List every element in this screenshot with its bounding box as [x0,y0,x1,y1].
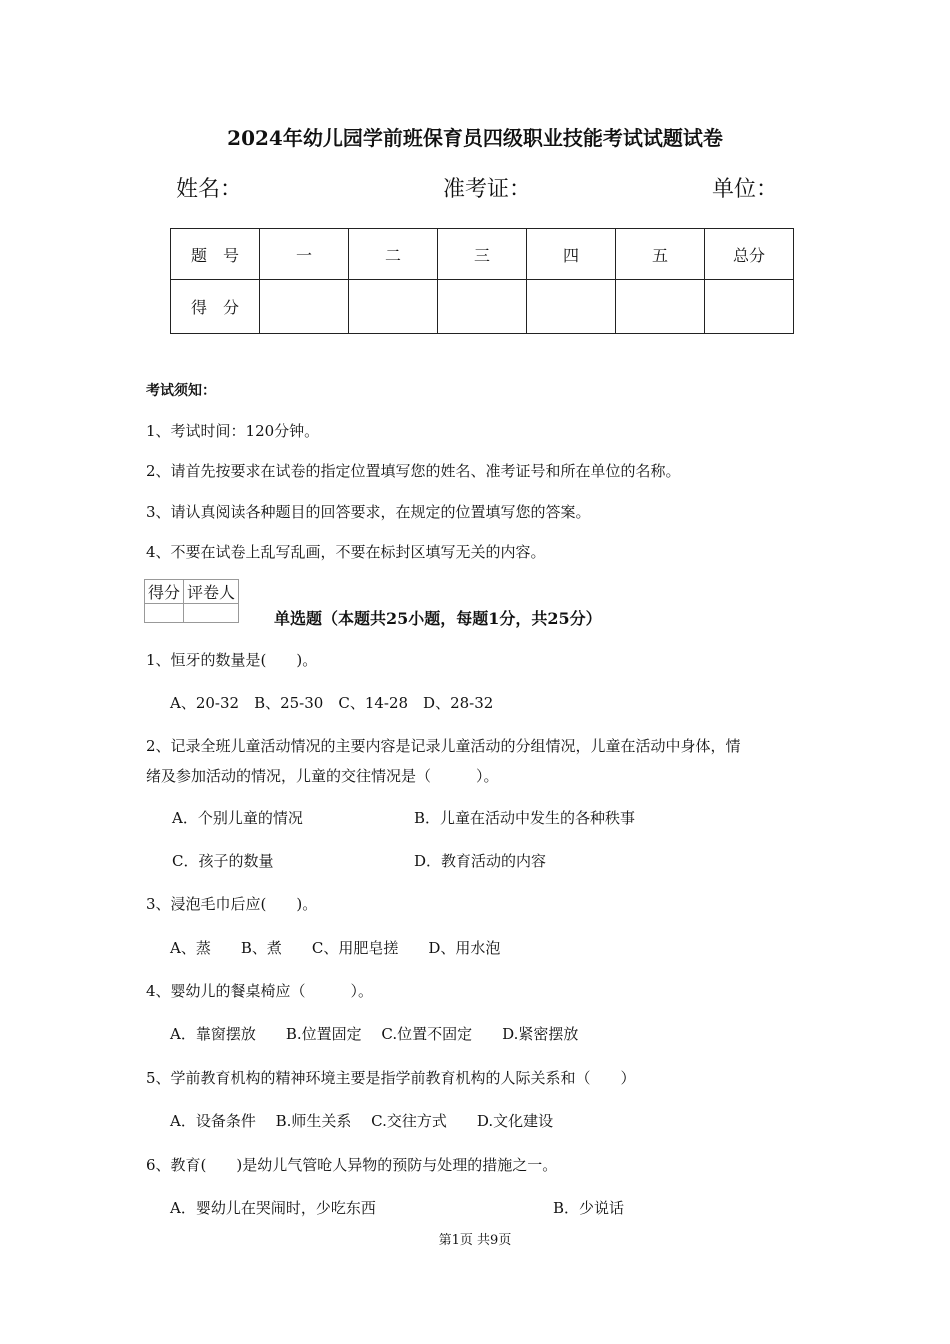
score-header-cell: 一 [260,229,349,280]
notes-heading: 考试须知： [146,383,216,399]
question-6-option-a: A．婴幼儿在哭闹时，少吃东西 [170,1199,376,1217]
question-1-stem: 1、恒牙的数量是( )。 [146,651,318,669]
note-item: 1、考试时间：120分钟。 [146,422,320,440]
question-6-stem: 6、教育( )是幼儿气管呛人异物的预防与处理的措施之一。 [146,1156,558,1174]
page-title: 2024年幼儿园学前班保育员四级职业技能考试试题试卷 [227,126,723,150]
question-2-option-d: D．教育活动的内容 [414,852,547,870]
name-label: 姓名： [176,177,243,202]
question-3-options: A、蒸 B、煮 C、用肥皂搓 D、用水泡 [170,939,501,957]
page-footer: 第1页 共9页 [438,1233,512,1248]
grader-name-cell [184,604,239,623]
grader-score-cell [145,604,184,623]
score-cell [616,280,705,334]
grader-box [144,579,239,623]
question-2-stem-line2: 绪及参加活动的情况，儿童的交往情况是（ ）。 [146,767,499,785]
question-1-options: A、20-32 B、25-30 C、14-28 D、28-32 [170,694,494,712]
exam-id-label: 准考证： [443,177,532,202]
score-header-cell: 题 号 [171,229,260,280]
question-3-stem: 3、浸泡毛巾后应( )。 [146,895,318,913]
score-row-label: 得 分 [171,280,260,334]
section-title: 单选题（本题共25小题，每题1分，共25分） [274,609,602,628]
score-header-cell: 三 [438,229,527,280]
question-4-options: A．靠窗摆放 B.位置固定 C.位置不固定 D.紧密摆放 [170,1025,579,1043]
score-header-cell: 五 [616,229,705,280]
score-header-cell: 总分 [705,229,794,280]
score-cell [705,280,794,334]
score-cell [527,280,616,334]
question-5-options: A．设备条件 B.师生关系 C.交往方式 D.文化建设 [170,1112,554,1130]
note-item: 4、不要在试卷上乱写乱画，不要在标封区填写无关的内容。 [146,543,546,561]
unit-label: 单位： [712,177,779,202]
score-table [170,228,794,334]
question-2-option-c: C．孩子的数量 [172,852,274,870]
score-header-cell: 二 [349,229,438,280]
grader-name-label: 评卷人 [184,580,239,604]
score-cell [438,280,527,334]
grader-score-label: 得分 [145,580,184,604]
score-table-header-row [171,229,794,280]
question-2-option-a: A．个别儿童的情况 [172,809,303,827]
question-6-option-b: B．少说话 [553,1199,625,1217]
question-2-option-b: B．儿童在活动中发生的各种秩事 [414,809,636,827]
score-table-score-row [171,280,794,334]
question-4-stem: 4、婴幼儿的餐桌椅应（ ）。 [146,982,374,1000]
note-item: 2、请首先按要求在试卷的指定位置填写您的姓名、准考证号和所在单位的名称。 [146,462,681,480]
question-2-stem-line1: 2、记录全班儿童活动情况的主要内容是记录儿童活动的分组情况，儿童在活动中身体，情 [146,737,741,755]
score-header-cell: 四 [527,229,616,280]
question-5-stem: 5、学前教育机构的精神环境主要是指学前教育机构的人际关系和（ ） [146,1069,636,1087]
score-cell [349,280,438,334]
score-cell [260,280,349,334]
note-item: 3、请认真阅读各种题目的回答要求，在规定的位置填写您的答案。 [146,503,591,521]
